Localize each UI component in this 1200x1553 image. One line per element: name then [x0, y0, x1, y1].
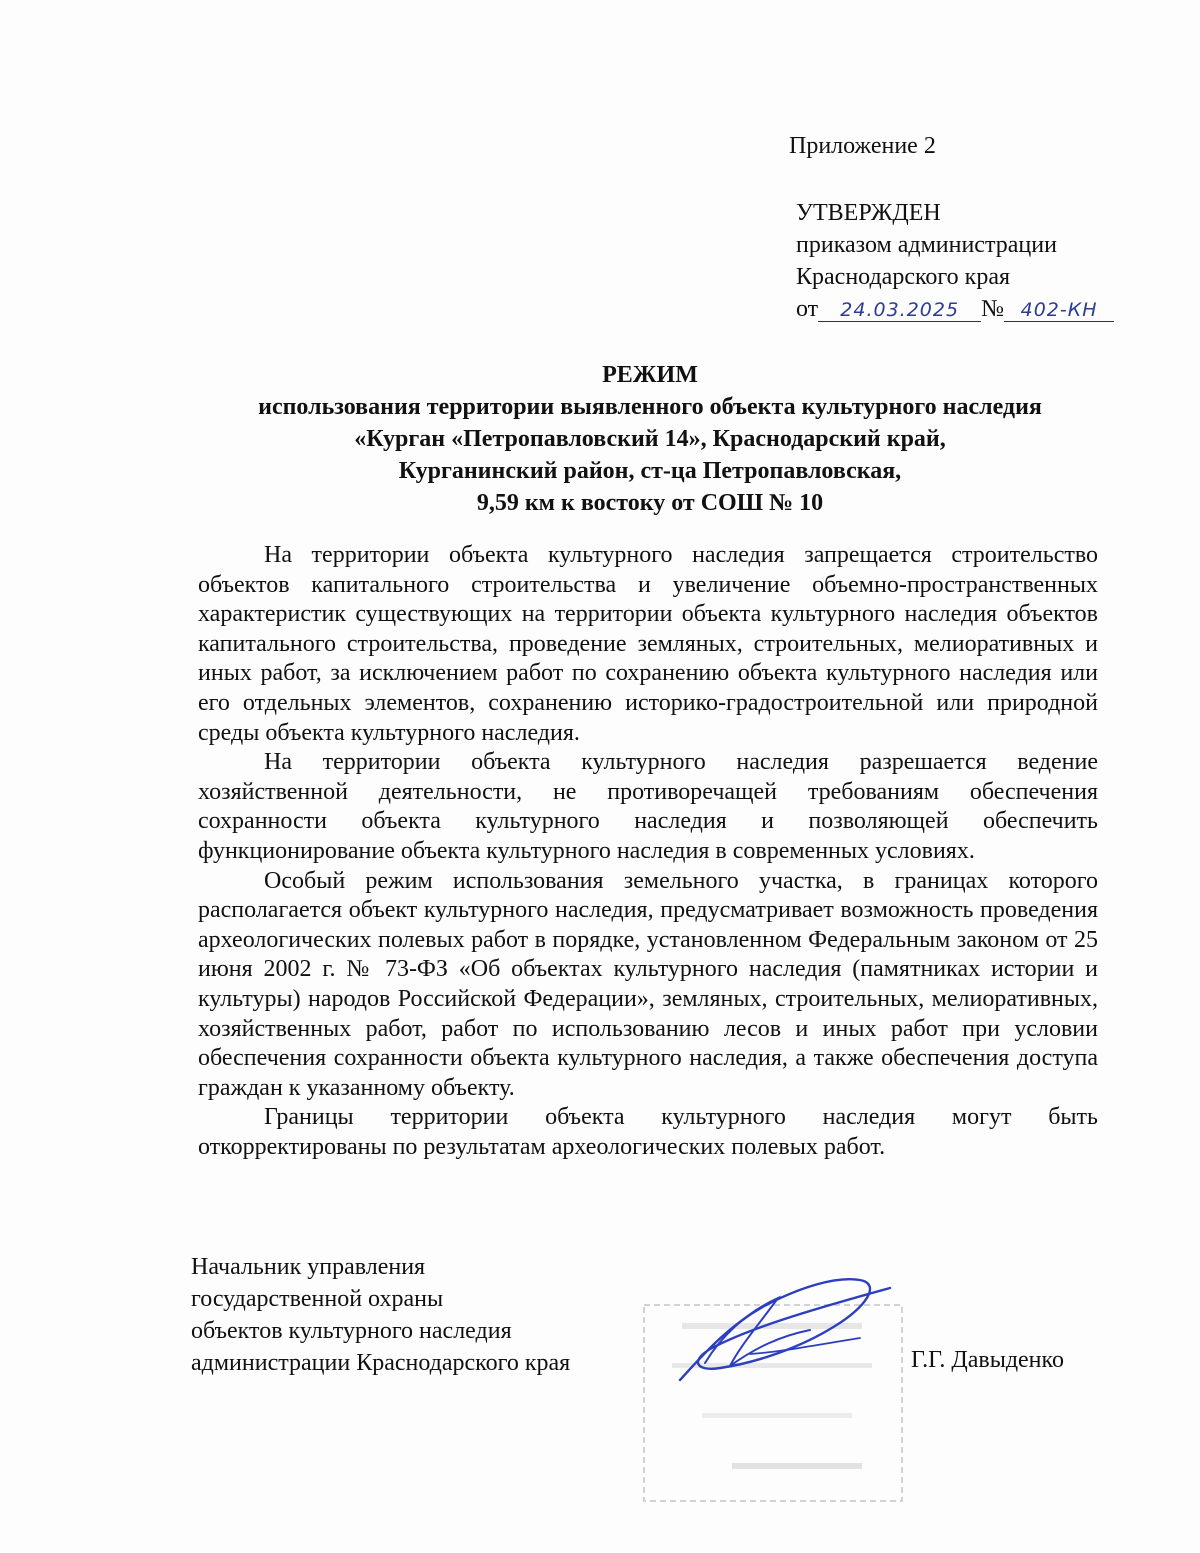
- body-paragraph-2: На территории объекта культурного наследия разрешается ведение хозяйственной деятельности, не противоречащей требованиям обеспечения сохранности объекта культурного наследия и позволяющей обеспечить функционирование объекта культурного наследия в современных условиях.: [198, 749, 1098, 864]
- appendix-label: Приложение 2: [789, 133, 936, 159]
- body-paragraph-1: На территории объекта культурного наследия запрещается строительство объектов капитального строительства и увеличение объемно-пространственных характеристик существующих на территории объекта культурного наследия объектов капитального строительства, проведение земляных, строительных, мелиоративных и иных работ, за исключением работ по сохранению объекта культурного наследия или его отдельных элементов, сохранению историко-градостроительной или природной среды объекта культурного наследия.: [198, 542, 1098, 746]
- position-line-4: администрации Краснодарского края: [191, 1350, 571, 1376]
- approval-block: [796, 197, 1114, 325]
- order-number: 402-КН: [1004, 299, 1114, 322]
- position-line-3: объектов культурного наследия: [191, 1318, 512, 1344]
- document-title: [190, 359, 1110, 519]
- signature-mark: [660, 1268, 900, 1398]
- signatory-position: [191, 1251, 570, 1379]
- order-line-2: Краснодарского края: [796, 264, 1011, 290]
- title-line-3: Курганинский район, ст-ца Петропавловская,: [398, 458, 902, 484]
- title-line-2: «Курган «Петропавловский 14», Краснодарский край,: [354, 426, 946, 452]
- position-line-2: государственной охраны: [191, 1286, 444, 1312]
- signer-name: Г.Г. Давыденко: [911, 1347, 1064, 1373]
- body-paragraph-3: Особый режим использования земельного участка, в границах которого располагается объект культурного наследия, предусматривает возможность проведения археологических полевых работ в порядке, установленном Федеральным законом от 25 июня 2002 г. № 73-ФЗ «Об объектах культурного наследия (памятниках истории и культуры) народов Российской Федерации», земляных, строительных, мелиоративных, хозяйственных работ, работ по использованию лесов и иных работ при условии обеспечения сохранности объекта культурного наследия, а также обеспечения доступа граждан к указанному объекту.: [198, 867, 1098, 1101]
- title-line-4: 9,59 км к востоку от СОШ № 10: [476, 490, 824, 516]
- body-paragraph-4: Границы территории объекта культурного наследия могут быть откорректированы по результатам археологических полевых работ.: [198, 1104, 1098, 1160]
- order-date-number-line: [796, 293, 1114, 325]
- number-label: №: [981, 296, 1005, 322]
- approved-label: УТВЕРЖДЕН: [796, 200, 941, 226]
- title-line-1: использования территории выявленного объекта культурного наследия: [258, 394, 1042, 420]
- title-heading: РЕЖИМ: [602, 362, 698, 388]
- position-line-1: Начальник управления: [191, 1254, 426, 1280]
- order-date: 24.03.2025: [818, 299, 981, 322]
- document-body: [198, 541, 1098, 1162]
- order-line-1: приказом администрации: [796, 232, 1057, 258]
- from-label: от: [796, 296, 819, 322]
